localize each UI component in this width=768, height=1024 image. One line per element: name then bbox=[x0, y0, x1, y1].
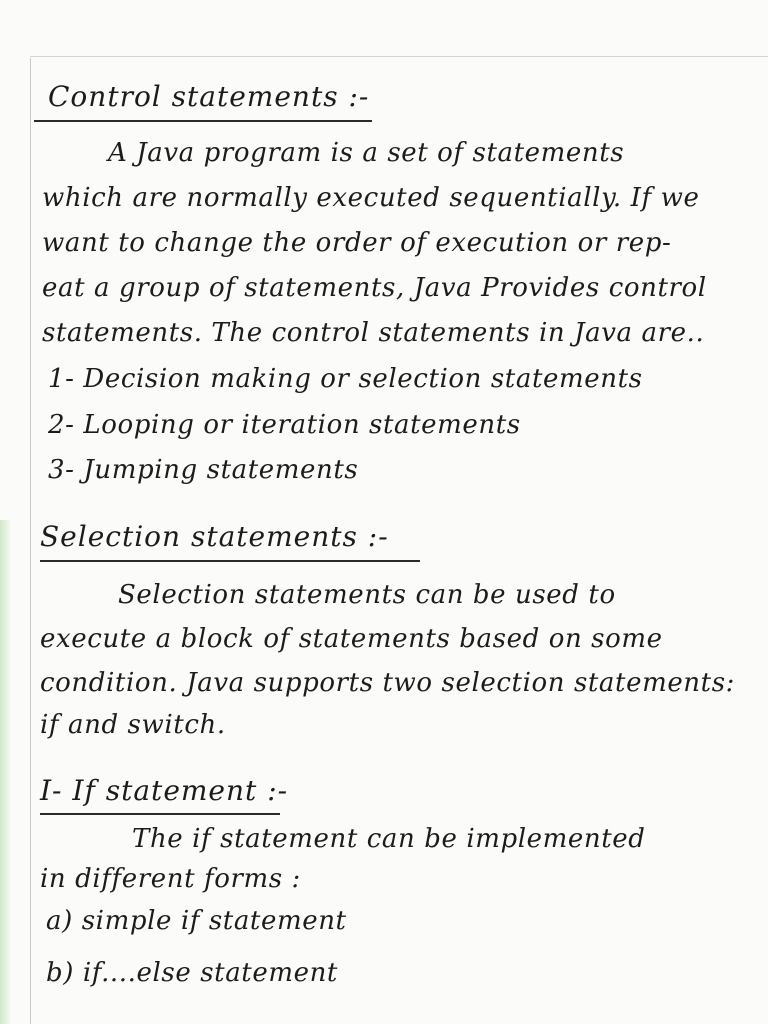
paragraph-line: condition. Java supports two selection statements: bbox=[40, 668, 736, 698]
paragraph-line: A Java program is a set of statements bbox=[108, 138, 625, 168]
margin-line bbox=[30, 58, 31, 1024]
heading-underline bbox=[40, 813, 280, 815]
paragraph-line: in different forms : bbox=[40, 864, 301, 894]
list-item: b) if....else statement bbox=[46, 958, 338, 988]
page-edge-shadow bbox=[0, 520, 10, 1024]
heading-underline bbox=[40, 560, 420, 562]
heading-control-statements: Control statements :- bbox=[48, 80, 370, 113]
list-item: 3- Jumping statements bbox=[48, 455, 359, 485]
heading-if-statement: I- If statement :- bbox=[40, 774, 289, 807]
paragraph-line: if and switch. bbox=[40, 710, 226, 740]
top-rule-line bbox=[30, 56, 768, 57]
heading-selection-statements: Selection statements :- bbox=[40, 520, 389, 553]
list-item: 2- Looping or iteration statements bbox=[48, 410, 521, 440]
paragraph-line: eat a group of statements, Java Provides control bbox=[42, 273, 707, 303]
list-item: 1- Decision making or selection statements bbox=[48, 364, 643, 394]
paragraph-line: The if statement can be implemented bbox=[132, 824, 646, 854]
heading-underline bbox=[34, 120, 372, 122]
paragraph-line: execute a block of statements based on some bbox=[40, 624, 663, 654]
paragraph-line: which are normally executed sequentially. If we bbox=[42, 183, 700, 213]
paragraph-line: statements. The control statements in Java are.. bbox=[42, 318, 705, 348]
paragraph-line: Selection statements can be used to bbox=[118, 580, 616, 610]
paragraph-line: want to change the order of execution or rep- bbox=[42, 228, 672, 258]
list-item: a) simple if statement bbox=[46, 906, 347, 936]
